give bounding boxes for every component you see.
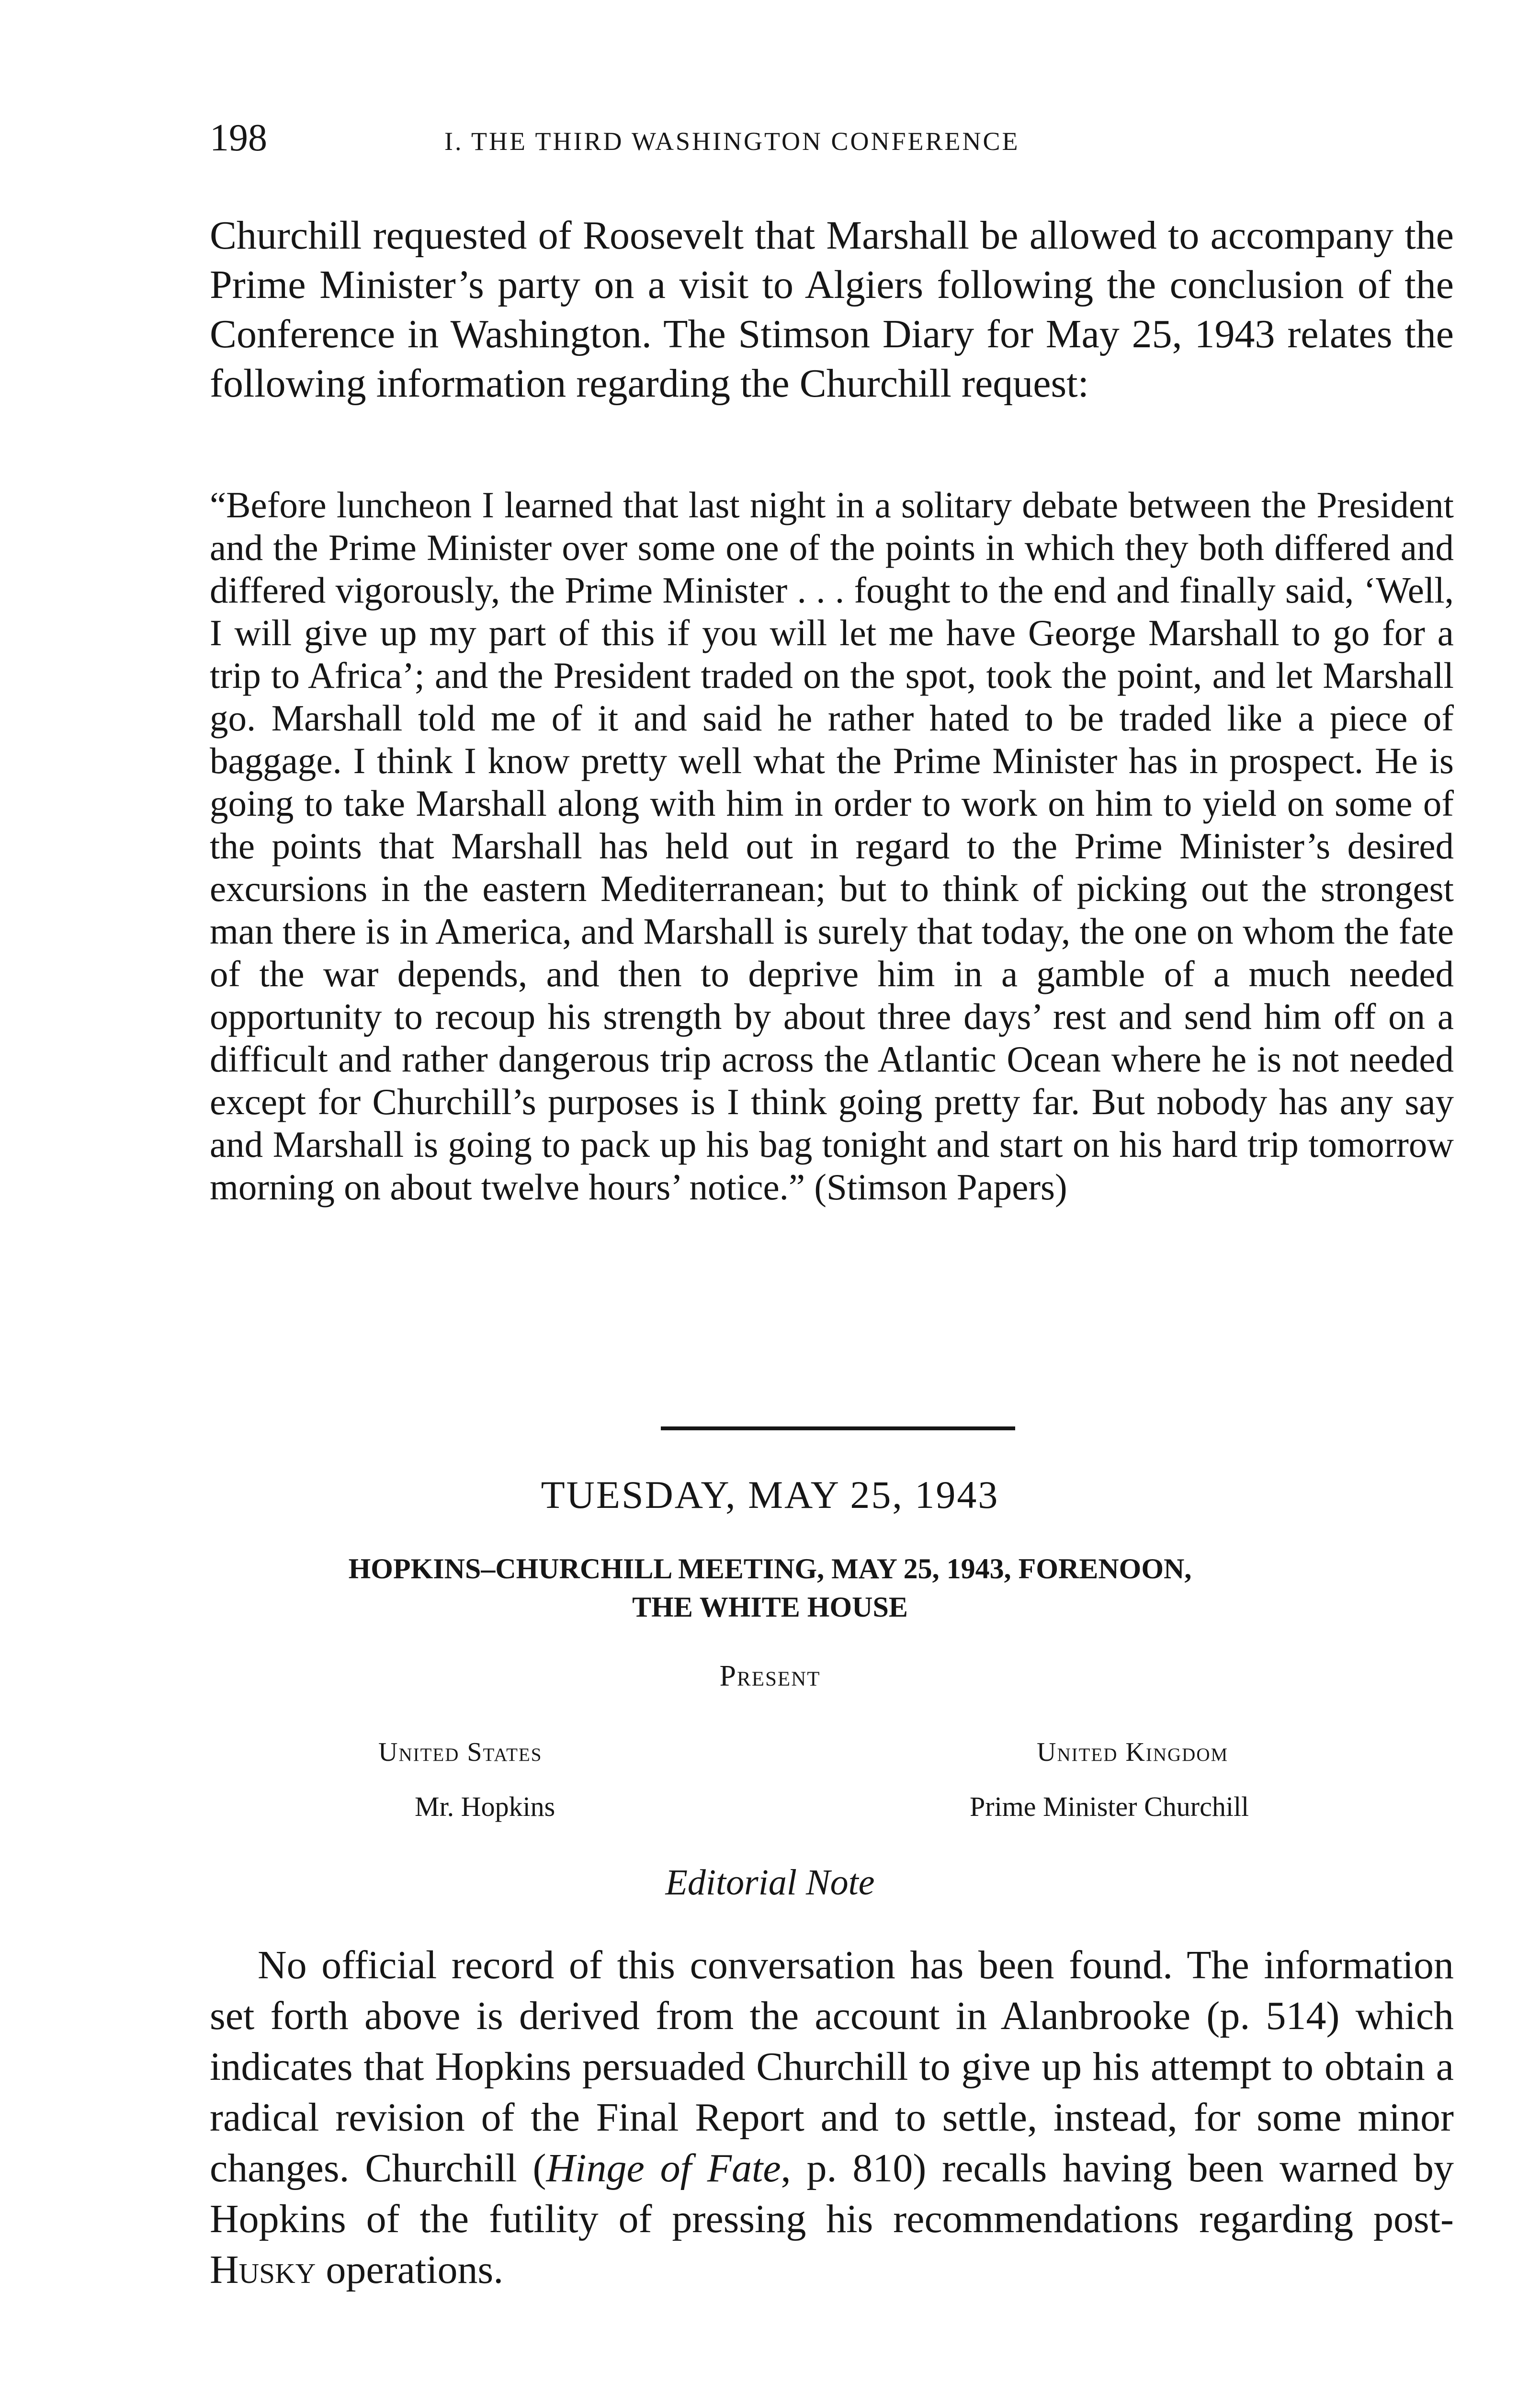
date-heading: TUESDAY, MAY 25, 1943 [541, 1473, 999, 1517]
editorial-note-body [210, 1940, 1454, 2295]
editorial-note-heading: Editorial Note [665, 1862, 875, 1903]
meeting-title-line-1: HOPKINS–CHURCHILL MEETING, MAY 25, 1943, FORENOON, [348, 1553, 1192, 1585]
running-header [210, 119, 1467, 171]
stimson-diary-quote: “Before luncheon I learned that last night in a solitary debate between the President and the Prime Minister over some one of the points in which they both differed and differed vigorously, the Prime Minister . . . fought to the end and finally said, ‘Well, I will give up my part of this if you will let me have George Marshall to go for a trip to Africa’; and the President traded on the spot, took the point, and let Marshall go. Marshall told me of it and said he rather hated to be traded like a piece of baggage. I think I know pretty well what the Prime Minister has in prospect. He is going to take Marshall along with him in order to work on him to yield on some of the points that Marshall has held out in regard to the Prime Minister’s desired excursions in the eastern Mediterranean; but to think of picking out the strongest man there is in America, and Marshall is surely that today, the one on whom the fate of the war depends, and then to deprive him in a gamble of a much needed opportunity to recoup his strength by about three days’ rest and send him off on a difficult and rather dangerous trip across the Atlantic Ocean where he is not needed except for Churchill’s purposes is I think going pretty far. But nobody has any say and Marshall is going to pack up his bag tonight and start on his hard trip tomorrow morning on about twelve hours’ notice.” (Stimson Papers) [210, 484, 1454, 1208]
us-attendee: Mr. Hopkins [415, 1791, 555, 1822]
united-states-heading: United States [378, 1737, 543, 1767]
meeting-title-line-2: THE WHITE HOUSE [632, 1591, 908, 1623]
meeting-title [0, 1550, 1540, 1626]
note-text-part-2: , p. 810) recalls having been warned by Hopkins of the futility of pressing his recommendations regarding post- [210, 2146, 1454, 2241]
section-divider [661, 1426, 1015, 1430]
running-title: I. THE THIRD WASHINGTON CONFERENCE [444, 127, 1020, 156]
intro-paragraph: Churchill requested of Roosevelt that Marshall be allowed to accompany the Prime Minister’s party on a visit to Algiers following the conclusion of the Conference in Washington. The Stimson Diary for May 25, 1943 relates the following information regarding the Churchill request: [210, 213, 1454, 406]
present-label: Present [719, 1660, 821, 1692]
united-kingdom-heading: United Kingdom [1037, 1737, 1229, 1767]
uk-attendee: Prime Minister Churchill [970, 1791, 1249, 1822]
note-text-part-1: No official record of this conversation has been found. The information set forth above is derived from the account in Alanbrooke (p. 514) which indicates that Hopkins persuaded Churchill to give up his attempt to obtain a radical revision of the Final Report and to settle, instead, for some minor changes. Churchill ( [210, 1943, 1454, 2190]
operation-name: Husky [210, 2247, 316, 2292]
note-text-part-3: operations. [316, 2247, 504, 2292]
book-title: Hinge of Fate [546, 2146, 781, 2190]
page-number: 198 [210, 117, 267, 159]
